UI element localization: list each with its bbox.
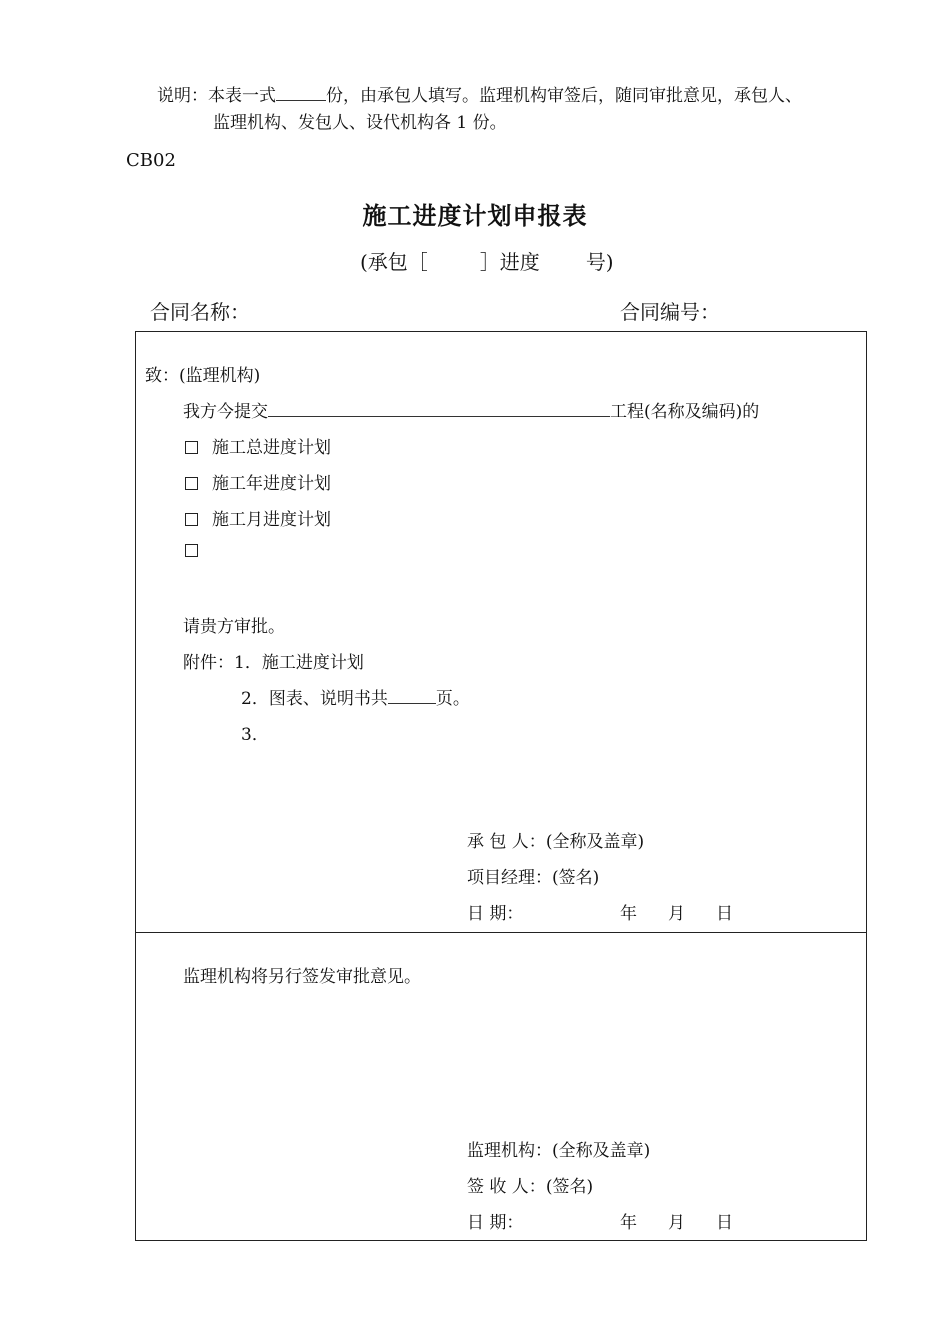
option-other[interactable] xyxy=(185,541,212,561)
section-divider xyxy=(135,932,867,933)
attachment-1 xyxy=(183,648,364,673)
contractor-label: 承 包 人： xyxy=(467,832,546,852)
form-code: CB02 xyxy=(126,150,176,171)
supervisor-org-line xyxy=(467,1136,650,1161)
supervisor-statement: 监理机构将另行签发审批意见。 xyxy=(183,967,421,987)
contractor-sign-line xyxy=(467,827,644,852)
subtitle-number xyxy=(360,246,614,275)
attachment-item-2-suffix: 页。 xyxy=(435,689,470,709)
instruction-label: 说明： xyxy=(157,86,208,106)
page-count-blank[interactable] xyxy=(388,703,436,704)
checkbox-icon[interactable] xyxy=(185,441,198,454)
copies-count-blank[interactable] xyxy=(276,100,326,101)
supervisor-date-line xyxy=(467,1208,523,1233)
option-total-plan[interactable] xyxy=(185,433,331,458)
subtitle-part-c: 号) xyxy=(585,250,614,274)
subtitle-part-a: (承包［ xyxy=(360,250,428,274)
contractor-date-month: 月 xyxy=(668,904,685,924)
instruction-line-1 xyxy=(157,88,802,105)
instruction-line-2: 监理机构、发包人、设代机构各 1 份。 xyxy=(213,113,507,133)
manager-sign-line xyxy=(467,863,599,888)
date-label: 日 期： xyxy=(467,904,524,924)
instruction-text: 份，由承包人填写。监理机构审签后，随同审批意见，承包人、 xyxy=(326,86,802,106)
subtitle-part-b: ］进度 xyxy=(479,250,540,274)
intro-prefix: 我方今提交 xyxy=(183,402,268,422)
addressee: 致：(监理机构) xyxy=(145,366,261,386)
contractor-date-line xyxy=(467,899,523,924)
supervisor-date-year: 年 xyxy=(620,1213,637,1233)
receiver-label: 签 收 人： xyxy=(467,1177,546,1197)
page-title: 施工进度计划申报表 xyxy=(362,201,588,230)
checkbox-icon[interactable] xyxy=(185,513,198,526)
attachment-label: 附件： xyxy=(183,653,234,673)
attachment-3: 3． xyxy=(241,725,269,745)
checkbox-icon[interactable] xyxy=(185,477,198,490)
contract-number-label: 合同编号： xyxy=(620,300,720,324)
date-label: 日 期： xyxy=(467,1213,524,1233)
manager-value: (签名) xyxy=(552,868,600,888)
receiver-value: (签名) xyxy=(545,1177,594,1197)
manager-label: 项目经理： xyxy=(467,868,552,888)
contractor-date-day: 日 xyxy=(716,904,733,924)
supervisor-org-label: 监理机构： xyxy=(467,1141,552,1161)
supervisor-date-day: 日 xyxy=(716,1213,733,1233)
attachment-item-1: 1．施工进度计划 xyxy=(234,653,364,673)
contractor-value: (全称及盖章) xyxy=(545,832,645,852)
approval-request: 请贵方审批。 xyxy=(183,617,285,637)
attachment-2 xyxy=(241,684,470,709)
option-annual-plan[interactable] xyxy=(185,469,331,494)
project-name-blank[interactable] xyxy=(268,416,610,417)
option-label: 施工年进度计划 xyxy=(212,474,331,494)
attachment-item-2: 2．图表、说明书共 xyxy=(241,689,388,709)
instruction-copies-prefix: 本表一式 xyxy=(208,86,276,106)
intro-suffix: 工程(名称及编码)的 xyxy=(610,402,760,422)
option-monthly-plan[interactable] xyxy=(185,505,331,530)
contractor-date-year: 年 xyxy=(620,904,637,924)
option-label: 施工月进度计划 xyxy=(212,510,331,530)
supervisor-date-month: 月 xyxy=(668,1213,685,1233)
supervisor-org-value: (全称及盖章) xyxy=(552,1141,651,1161)
submission-intro xyxy=(183,397,759,422)
contract-name-label: 合同名称： xyxy=(150,300,250,324)
checkbox-icon[interactable] xyxy=(185,544,198,557)
form-box xyxy=(135,331,867,1241)
receiver-sign-line xyxy=(467,1172,593,1197)
option-label: 施工总进度计划 xyxy=(212,438,331,458)
